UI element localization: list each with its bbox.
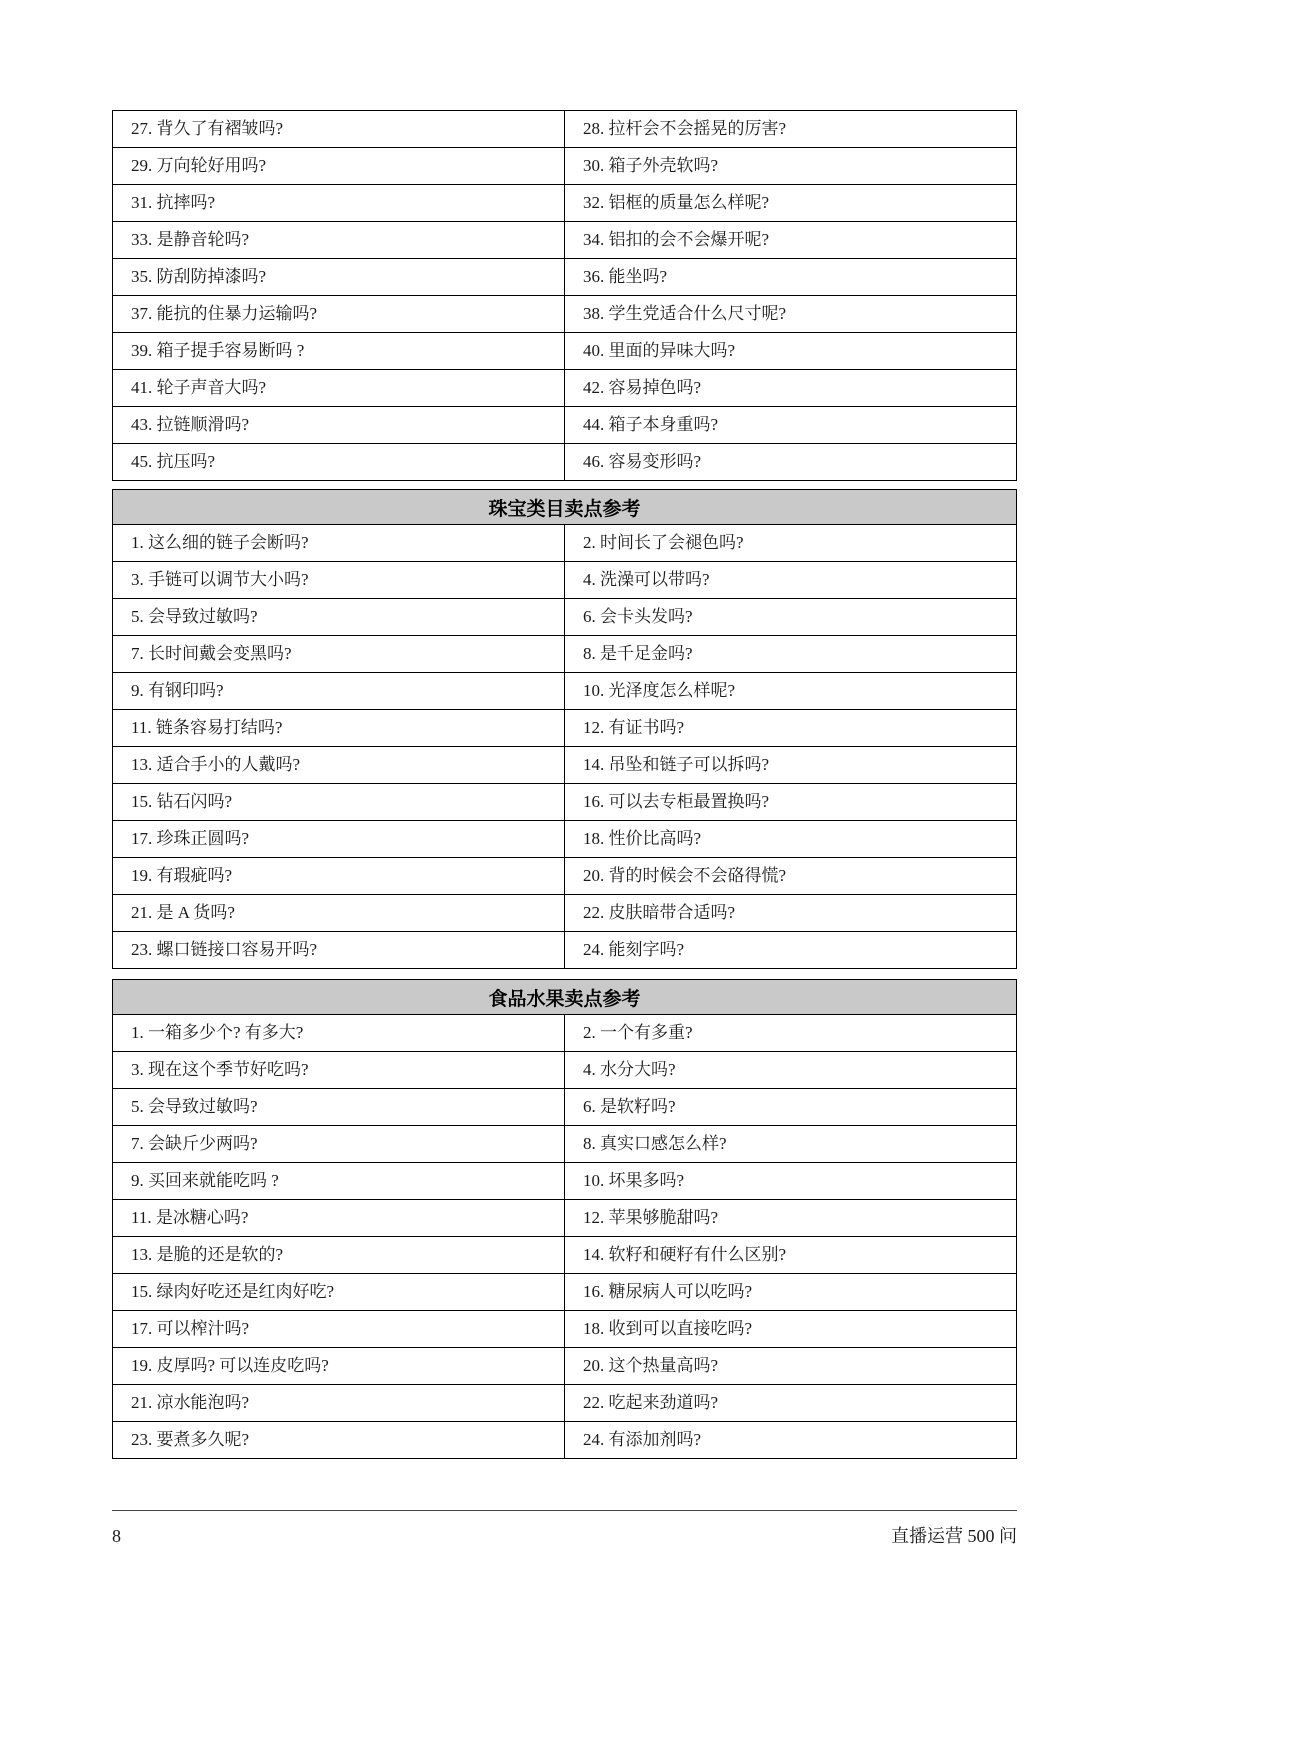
table-row	[113, 932, 1017, 969]
question-cell: 31. 抗摔吗?	[113, 185, 565, 222]
question-cell: 23. 螺口链接口容易开吗?	[113, 932, 565, 969]
question-cell: 6. 会卡头发吗?	[565, 599, 1017, 636]
table-row	[113, 895, 1017, 932]
question-cell: 19. 有瑕疵吗?	[113, 858, 565, 895]
question-cell: 18. 收到可以直接吃吗?	[565, 1311, 1017, 1348]
question-cell: 11. 是冰糖心吗?	[113, 1200, 565, 1237]
question-cell: 27. 背久了有褶皱吗?	[113, 111, 565, 148]
question-cell: 45. 抗压吗?	[113, 444, 565, 481]
question-cell: 33. 是静音轮吗?	[113, 222, 565, 259]
question-cell: 21. 是 A 货吗?	[113, 895, 565, 932]
question-cell: 5. 会导致过敏吗?	[113, 1089, 565, 1126]
page-number: 8	[112, 1526, 121, 1546]
table-jewelry-questions	[112, 489, 1017, 969]
table-row	[113, 148, 1017, 185]
question-cell: 17. 可以榨汁吗?	[113, 1311, 565, 1348]
question-cell: 4. 洗澡可以带吗?	[565, 562, 1017, 599]
question-cell: 13. 是脆的还是软的?	[113, 1237, 565, 1274]
page-footer	[112, 1510, 1017, 1548]
question-cell: 44. 箱子本身重吗?	[565, 407, 1017, 444]
table-row	[113, 858, 1017, 895]
question-cell: 1. 一箱多少个? 有多大?	[113, 1015, 565, 1052]
question-cell: 29. 万向轮好用吗?	[113, 148, 565, 185]
table-row	[113, 185, 1017, 222]
table-row	[113, 407, 1017, 444]
question-cell: 39. 箱子提手容易断吗 ?	[113, 333, 565, 370]
table-header-row	[113, 980, 1017, 1015]
question-cell: 36. 能坐吗?	[565, 259, 1017, 296]
question-cell: 13. 适合手小的人戴吗?	[113, 747, 565, 784]
table-row	[113, 296, 1017, 333]
question-cell: 41. 轮子声音大吗?	[113, 370, 565, 407]
question-cell: 11. 链条容易打结吗?	[113, 710, 565, 747]
table-row	[113, 222, 1017, 259]
question-cell: 3. 现在这个季节好吃吗?	[113, 1052, 565, 1089]
question-cell: 32. 铝框的质量怎么样呢?	[565, 185, 1017, 222]
table-row	[113, 1348, 1017, 1385]
question-cell: 12. 苹果够脆甜吗?	[565, 1200, 1017, 1237]
question-cell: 22. 皮肤暗带合适吗?	[565, 895, 1017, 932]
question-cell: 15. 绿肉好吃还是红肉好吃?	[113, 1274, 565, 1311]
question-cell: 17. 珍珠正圆吗?	[113, 821, 565, 858]
table-row	[113, 821, 1017, 858]
question-cell: 9. 买回来就能吃吗 ?	[113, 1163, 565, 1200]
question-cell: 46. 容易变形吗?	[565, 444, 1017, 481]
question-cell: 8. 是千足金吗?	[565, 636, 1017, 673]
question-cell: 38. 学生党适合什么尺寸呢?	[565, 296, 1017, 333]
question-cell: 2. 时间长了会褪色吗?	[565, 525, 1017, 562]
table-row	[113, 636, 1017, 673]
table-row	[113, 1422, 1017, 1459]
question-cell: 15. 钻石闪吗?	[113, 784, 565, 821]
question-cell: 19. 皮厚吗? 可以连皮吃吗?	[113, 1348, 565, 1385]
question-cell: 22. 吃起来劲道吗?	[565, 1385, 1017, 1422]
table-row	[113, 1200, 1017, 1237]
question-cell: 28. 拉杆会不会摇晃的厉害?	[565, 111, 1017, 148]
question-cell: 20. 这个热量高吗?	[565, 1348, 1017, 1385]
table-row	[113, 1163, 1017, 1200]
question-cell: 2. 一个有多重?	[565, 1015, 1017, 1052]
question-cell: 30. 箱子外壳软吗?	[565, 148, 1017, 185]
question-cell: 34. 铝扣的会不会爆开呢?	[565, 222, 1017, 259]
table-row	[113, 111, 1017, 148]
table-row	[113, 444, 1017, 481]
table-row	[113, 599, 1017, 636]
table-row	[113, 710, 1017, 747]
question-cell: 7. 会缺斤少两吗?	[113, 1126, 565, 1163]
question-cell: 23. 要煮多久呢?	[113, 1422, 565, 1459]
table-row	[113, 333, 1017, 370]
book-title: 直播运营 500 问	[891, 1526, 1017, 1546]
table-luggage-questions-continued	[112, 110, 1017, 481]
question-cell: 24. 有添加剂吗?	[565, 1422, 1017, 1459]
question-cell: 10. 坏果多吗?	[565, 1163, 1017, 1200]
question-cell: 3. 手链可以调节大小吗?	[113, 562, 565, 599]
question-cell: 1. 这么细的链子会断吗?	[113, 525, 565, 562]
table-header-row	[113, 490, 1017, 525]
question-cell: 42. 容易掉色吗?	[565, 370, 1017, 407]
table-row	[113, 259, 1017, 296]
table-row	[113, 784, 1017, 821]
question-cell: 40. 里面的异味大吗?	[565, 333, 1017, 370]
question-cell: 10. 光泽度怎么样呢?	[565, 673, 1017, 710]
question-cell: 43. 拉链顺滑吗?	[113, 407, 565, 444]
table-row	[113, 525, 1017, 562]
table-food-fruit-questions	[112, 979, 1017, 1459]
question-cell: 16. 糖尿病人可以吃吗?	[565, 1274, 1017, 1311]
question-cell: 21. 凉水能泡吗?	[113, 1385, 565, 1422]
table-row	[113, 562, 1017, 599]
question-cell: 35. 防刮防掉漆吗?	[113, 259, 565, 296]
table-row	[113, 1274, 1017, 1311]
food-fruit-questions-header: 食品水果卖点参考	[113, 980, 1017, 1015]
question-cell: 9. 有钢印吗?	[113, 673, 565, 710]
table-row	[113, 370, 1017, 407]
question-cell: 18. 性价比高吗?	[565, 821, 1017, 858]
question-cell: 8. 真实口感怎么样?	[565, 1126, 1017, 1163]
table-row	[113, 673, 1017, 710]
table-row	[113, 747, 1017, 784]
table-row	[113, 1237, 1017, 1274]
question-cell: 6. 是软籽吗?	[565, 1089, 1017, 1126]
question-cell: 14. 软籽和硬籽有什么区别?	[565, 1237, 1017, 1274]
table-row	[113, 1126, 1017, 1163]
question-cell: 16. 可以去专柜最置换吗?	[565, 784, 1017, 821]
question-cell: 4. 水分大吗?	[565, 1052, 1017, 1089]
table-row	[113, 1052, 1017, 1089]
question-cell: 20. 背的时候会不会硌得慌?	[565, 858, 1017, 895]
table-row	[113, 1015, 1017, 1052]
table-row	[113, 1311, 1017, 1348]
question-cell: 5. 会导致过敏吗?	[113, 599, 565, 636]
question-cell: 14. 吊坠和链子可以拆吗?	[565, 747, 1017, 784]
question-cell: 7. 长时间戴会变黑吗?	[113, 636, 565, 673]
table-row	[113, 1089, 1017, 1126]
question-cell: 12. 有证书吗?	[565, 710, 1017, 747]
question-cell: 24. 能刻字吗?	[565, 932, 1017, 969]
jewelry-questions-header: 珠宝类目卖点参考	[113, 490, 1017, 525]
question-cell: 37. 能抗的住暴力运输吗?	[113, 296, 565, 333]
table-row	[113, 1385, 1017, 1422]
